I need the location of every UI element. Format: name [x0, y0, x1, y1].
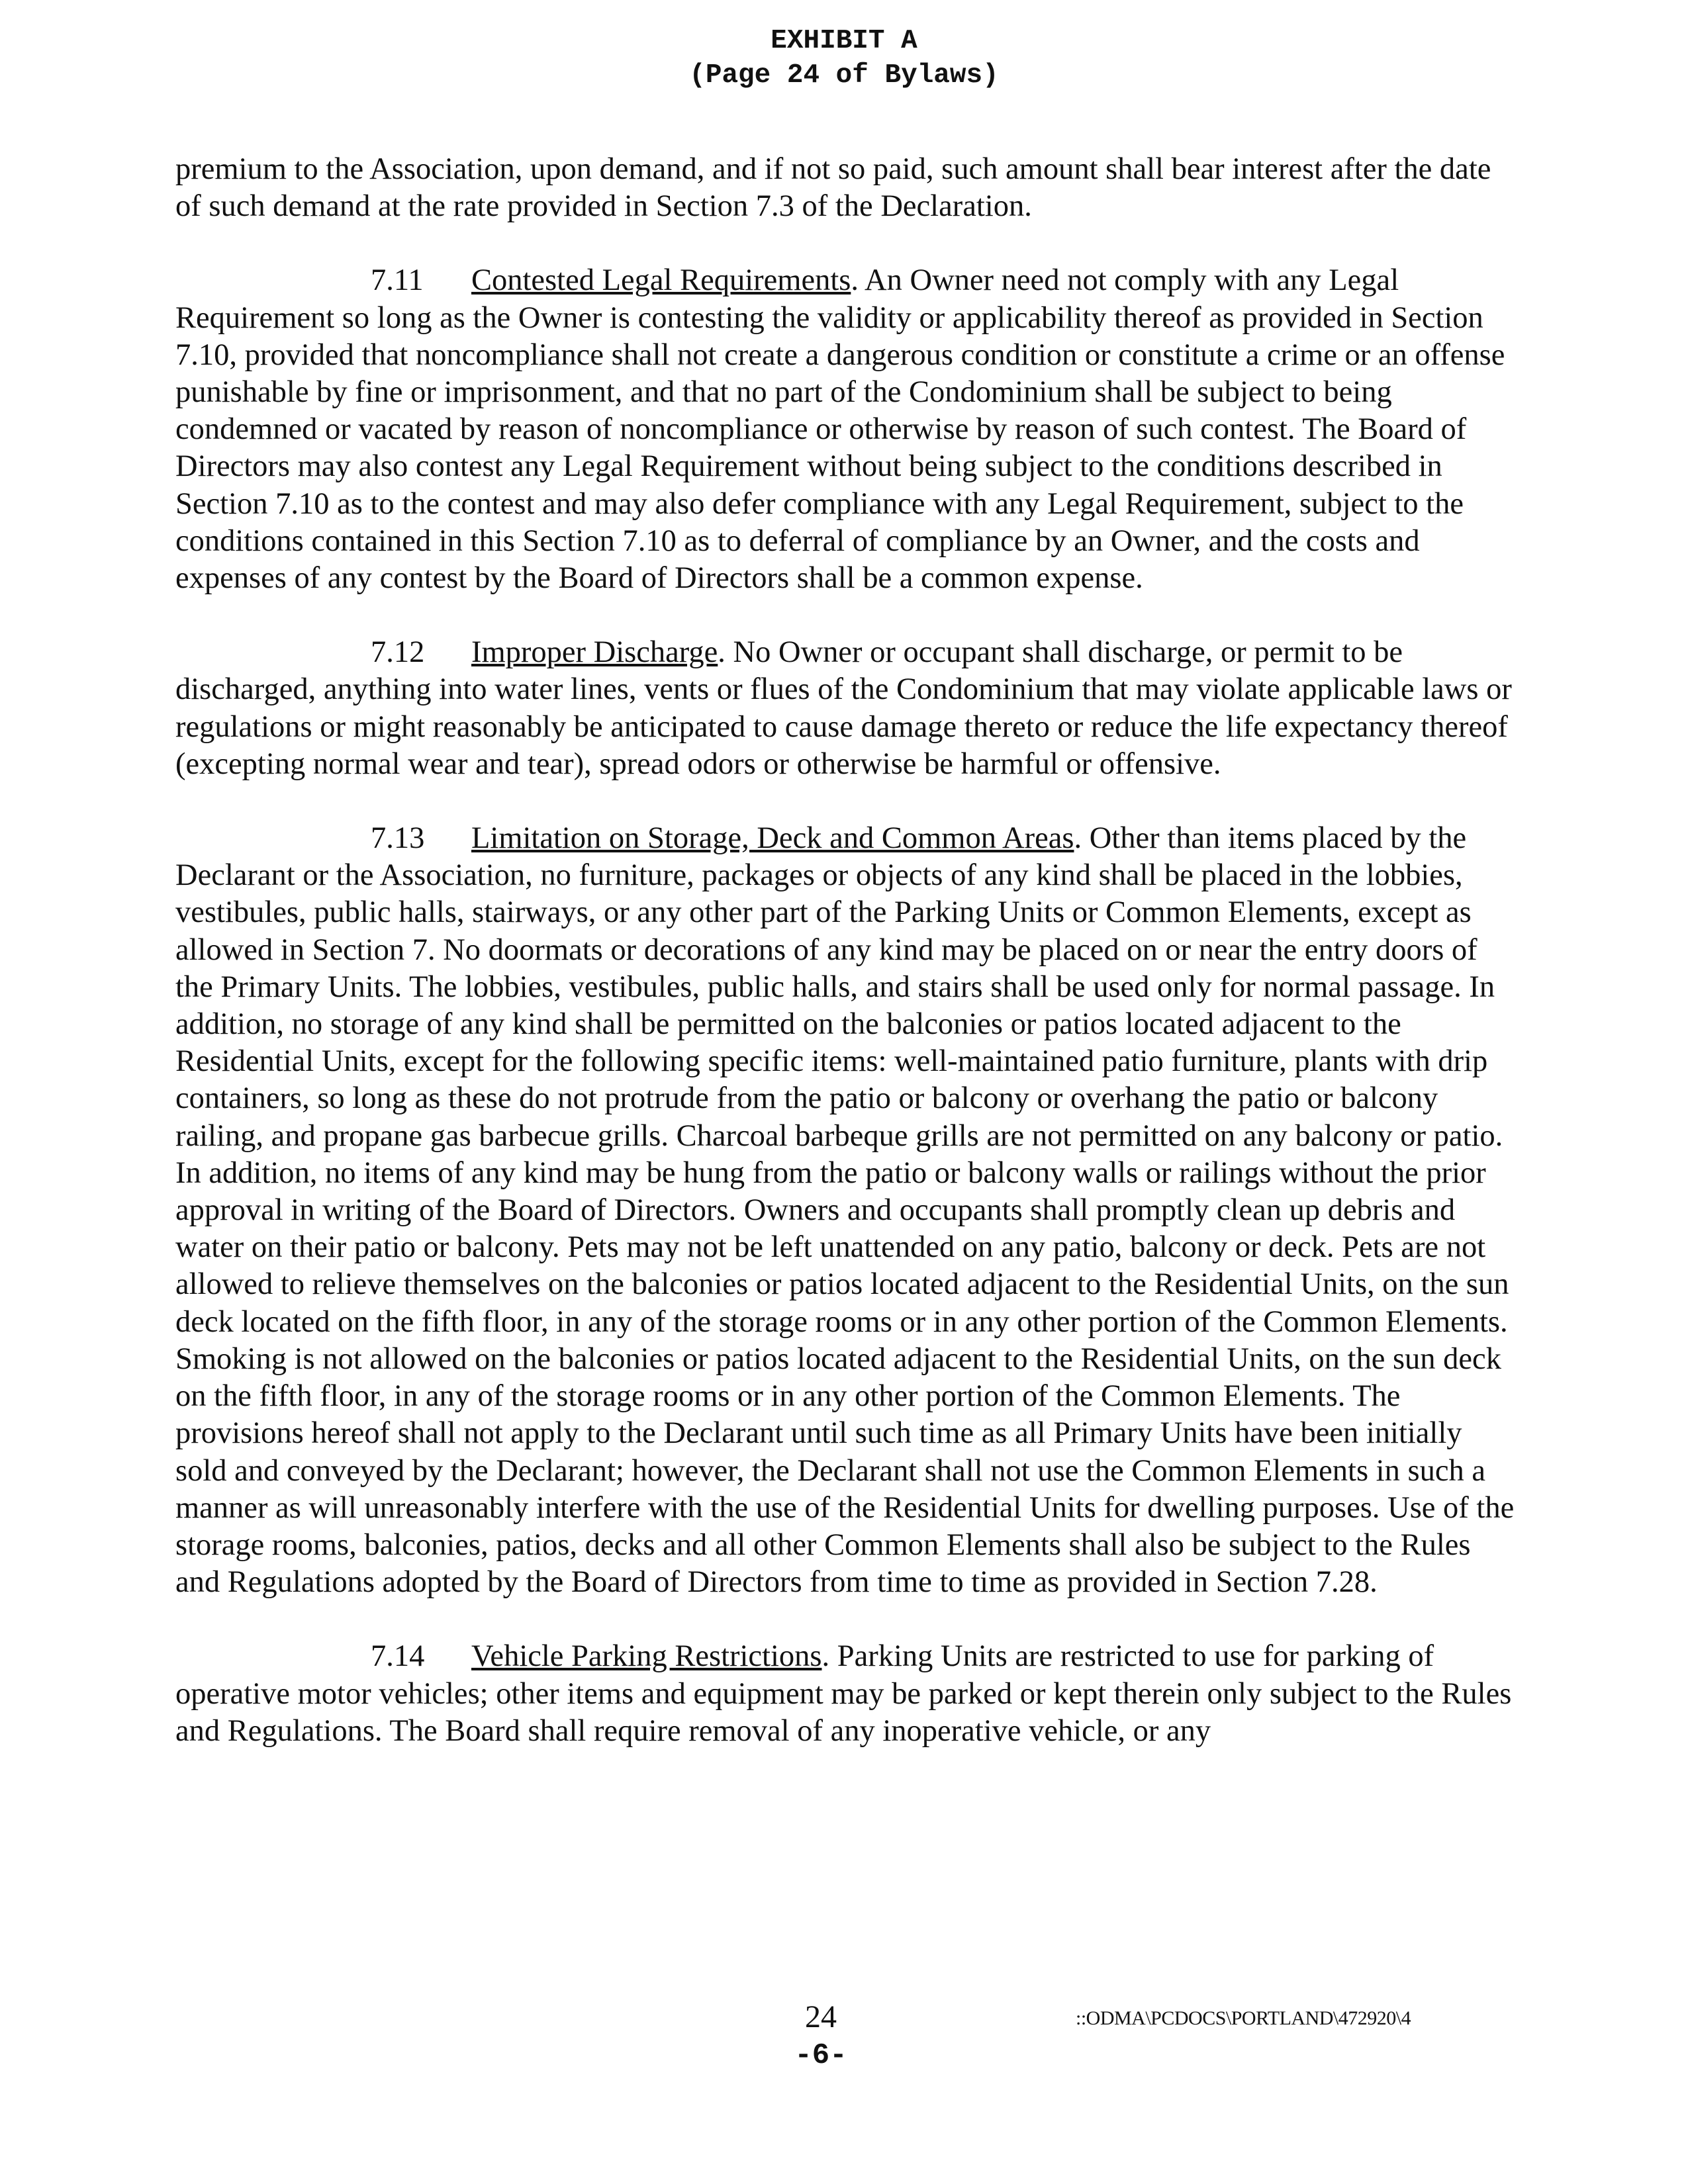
section-title: Contested Legal Requirements	[471, 263, 851, 298]
page-header	[0, 24, 1688, 93]
section-text: . Other than items placed by the Declarant or the Association, no furniture, packages or objects of any kind shall be placed in the lobbies, vestibules, public halls, stairways, or any other part of the Parking Units or Common Elements, except as allowed in Section 7. No doormats or decorations of any kind may be placed on or near the entry doors of the Primary Units. The lobbies, vestibules, public halls, and stairs shall be used only for normal passage. In addition, no storage of any kind shall be permitted on the balconies or patios located adjacent to the Residential Units, except for the following specific items: well-maintained patio furniture, plants with drip containers, so long as these do not protrude from the patio or balcony or overhang the patio or balcony railing, and propane gas barbecue grills. Charcoal barbeque grills are not permitted on any balcony or patio. In addition, no items of any kind may be hung from the patio or balcony walls or railings without the prior approval in writing of the Board of Directors. Owners and occupants shall promptly clean up debris and water on their patio or balcony. Pets may not be left unattended on any patio, balcony or deck. Pets are not allowed to relieve themselves on the balconies or patios located adjacent to the Residential Units, on the sun deck located on the fifth floor, in any of the storage rooms or in any other portion of the Common Elements. Smoking is not allowed on the balconies or patios located adjacent to the Residential Units, on the sun deck on the fifth floor, in any of the storage rooms or in any other portion of the Common Elements. The provisions hereof shall not apply to the Declarant until such time as all Primary Units have been initially sold and conveyed by the Declarant; however, the Declarant shall not use the Common Elements in such a manner as will unreasonably interfere with the use of the Residential Units for dwelling purposes. Use of the storage rooms, balconies, patios, decks and all other Common Elements shall also be subject to the Rules and Regulations adopted by the Board of Directors from time to time as provided in Section 7.28.	[175, 821, 1515, 1600]
section-number: 7.11	[371, 263, 424, 298]
section-title: Limitation on Storage, Deck and Common Areas	[471, 821, 1074, 856]
section-title: Vehicle Parking Restrictions	[471, 1639, 822, 1674]
document-body	[175, 151, 1519, 1750]
section-7-13	[175, 820, 1519, 1601]
sub-page-number: -6-	[794, 2039, 847, 2072]
section-number: 7.12	[371, 635, 425, 670]
section-7-12	[175, 634, 1519, 783]
section-text: . Parking Units are restricted to use for parking of operative motor vehicles; other items and equipment may be parked or kept therein only subject to the Rules and Regulations. The Board shall require removal of any inoperative vehicle, or any	[175, 1639, 1512, 1748]
section-text: . An Owner need not comply with any Legal Requirement so long as the Owner is contesting the validity or applicability thereof as provided in Section 7.10, provided that noncompliance shall not create a dangerous condition or constitute a crime or an offense punishable by fine or imprisonment, and that no part of the Condominium shall be subject to being condemned or vacated by reason of noncompliance or otherwise by reason of such contest. The Board of Directors may also contest any Legal Requirement without being subject to the conditions described in Section 7.10 as to the contest and may also defer compliance with any Legal Requirement, subject to the conditions contained in this Section 7.10 as to deferral of compliance by an Owner, and the costs and expenses of any contest by the Board of Directors shall be a common expense.	[175, 263, 1505, 596]
section-text: . No Owner or occupant shall discharge, or permit to be discharged, anything into water lines, vents or flues of the Condominium that may violate applicable laws or regulations or might reasonably be anticipated to cause damage thereto or reduce the life expectancy thereof (excepting normal wear and tear), spread odors or otherwise be harmful or offensive.	[175, 635, 1512, 781]
section-number: 7.14	[371, 1639, 425, 1674]
section-7-11	[175, 262, 1519, 597]
exhibit-title: EXHIBIT A	[771, 26, 917, 56]
section-7-14	[175, 1638, 1519, 1750]
document-path: ::ODMA\PCDOCS\PORTLAND\472920\4	[1076, 2007, 1411, 2029]
page-number: 24	[805, 1999, 837, 2034]
continuation-paragraph: premium to the Association, upon demand, and if not so paid, such amount shall bear interest after the date of such demand at the rate provided in Section 7.3 of the Declaration.	[175, 152, 1491, 224]
section-number: 7.13	[371, 821, 425, 856]
section-title: Improper Discharge	[471, 635, 718, 670]
exhibit-subtitle: (Page 24 of Bylaws)	[689, 60, 999, 91]
